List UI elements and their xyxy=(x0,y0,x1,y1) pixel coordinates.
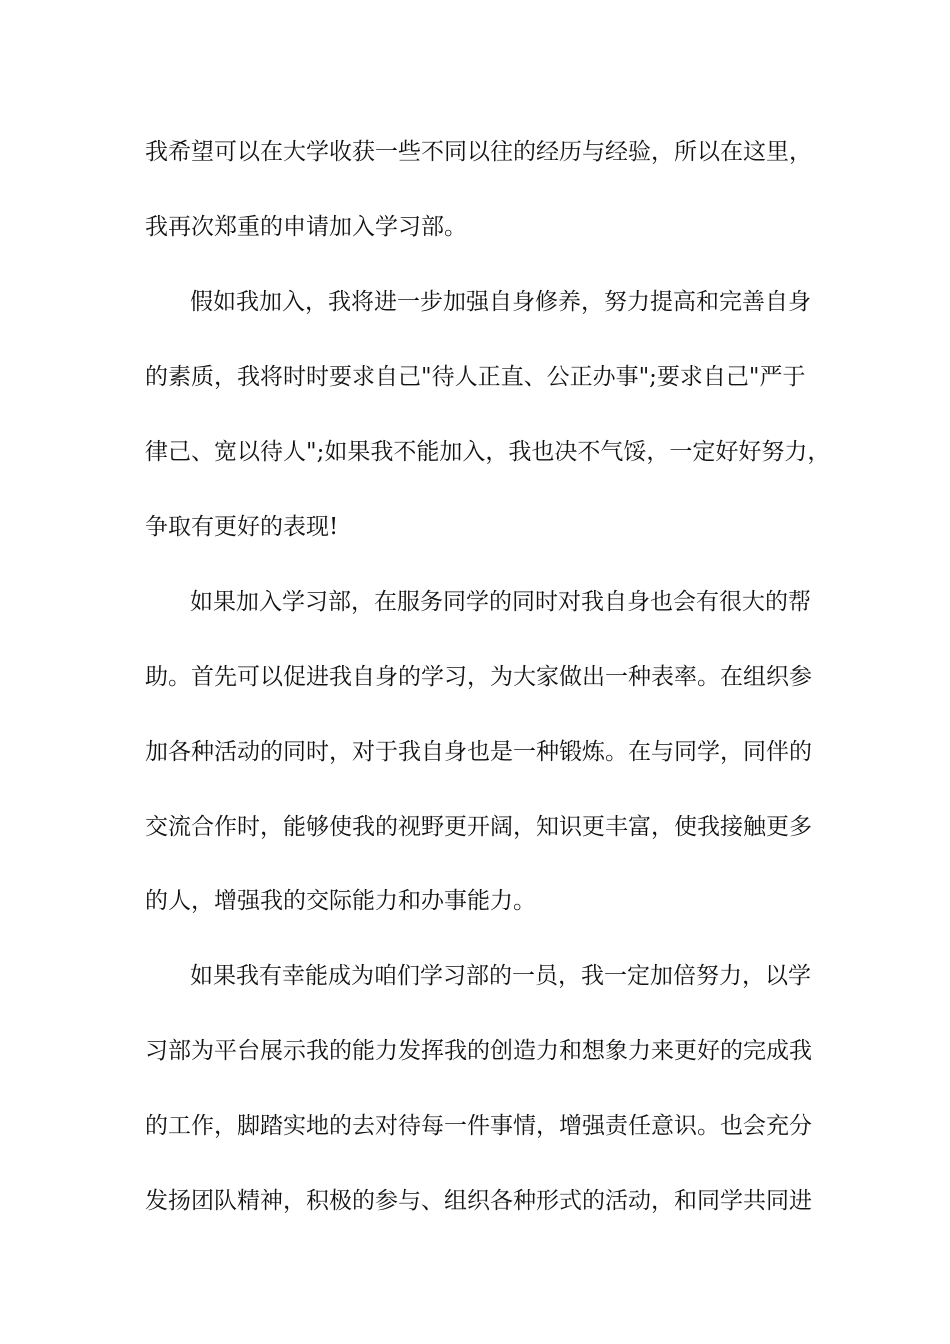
text-line-10: 交流合作时，能够使我的视野更开阔，知识更丰富，使我接触更多 xyxy=(145,814,812,840)
text-line-5: 律己、宽以待人";如果我不能加入，我也决不气馁，一定好好努力， xyxy=(145,439,831,465)
text-line-15: 发扬团队精神，积极的参与、组织各种形式的活动，和同学共同进 xyxy=(145,1188,812,1214)
text-line-2: 我再次郑重的申请加入学习部。 xyxy=(145,214,467,240)
text-line-11: 的人，增强我的交际能力和办事能力。 xyxy=(145,888,536,914)
text-line-9: 加各种活动的同时，对于我自身也是一种锻炼。在与同学，同伴的 xyxy=(145,739,812,765)
text-line-12: 如果我有幸能成为咱们学习部的一员，我一定加倍努力，以学 xyxy=(190,963,811,989)
text-line-14: 的工作，脚踏实地的去对待每一件事情，增强责任意识。也会充分 xyxy=(145,1113,812,1139)
text-line-8: 助。首先可以促进我自身的学习，为大家做出一种表率。在组织参 xyxy=(145,664,812,690)
text-line-4: 的素质，我将时时要求自己"待人正直、公正办事";要求自己"严于 xyxy=(145,364,806,390)
text-line-7: 如果加入学习部，在服务同学的同时对我自身也会有很大的帮 xyxy=(190,589,811,615)
text-line-3: 假如我加入，我将进一步加强自身修养，努力提高和完善自身 xyxy=(190,289,811,315)
text-line-13: 习部为平台展示我的能力发挥我的创造力和想象力来更好的完成我 xyxy=(145,1038,812,1064)
text-line-1: 我希望可以在大学收获一些不同以往的经历与经验，所以在这里， xyxy=(145,139,812,165)
text-line-6: 争取有更好的表现! xyxy=(145,514,339,540)
